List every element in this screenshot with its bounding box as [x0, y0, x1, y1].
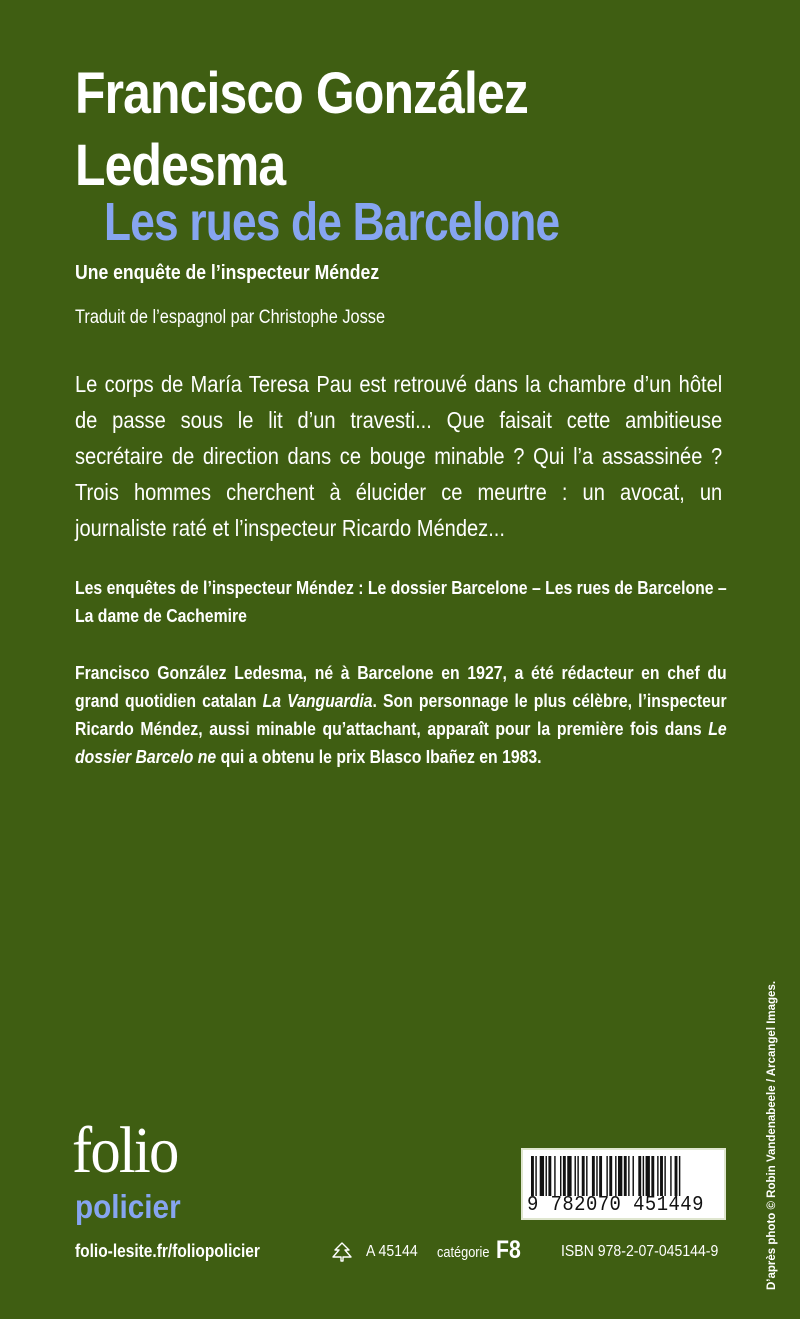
barcode-bar — [628, 1156, 629, 1196]
barcode-bars — [531, 1156, 720, 1196]
barcode-bar — [582, 1156, 585, 1196]
blurb-paragraph: Le corps de María Teresa Pau est retrouvé dans la chambre d’un hôtel de passe sous le lit d’un travesti... Que faisait cette ambitieuse secrétaire de direction dans ce bouge minable ? Qui l’a assassinée ? Trois hommes cherchent à élucider ce meurtre : un avocat, un journaliste raté et l’inspecteur Ricardo Méndez... — [75, 371, 723, 541]
barcode-bar — [679, 1156, 680, 1196]
reference-number: A 45144 — [366, 1243, 418, 1260]
barcode-bar — [540, 1156, 544, 1196]
barcode-bar — [592, 1156, 595, 1196]
barcode-bar — [606, 1156, 607, 1196]
barcode-number: 9 782070 451449 — [527, 1194, 704, 1217]
barcode-bar — [546, 1156, 547, 1196]
bio-book-title: Le dossier Barcelo ne — [75, 718, 727, 767]
category-label: catégorie — [437, 1245, 490, 1261]
barcode-bar — [563, 1156, 566, 1196]
barcode-bar — [643, 1156, 644, 1196]
folio-logo: folio — [72, 1114, 178, 1187]
barcode-bar — [660, 1156, 663, 1196]
isbn-text: ISBN 978-2-07-045144-9 — [561, 1243, 719, 1260]
barcode-bar — [596, 1156, 597, 1196]
barcode-bar — [646, 1156, 650, 1196]
author-bio — [75, 659, 727, 771]
barcode-bar — [577, 1156, 578, 1196]
barcode-bar — [535, 1156, 536, 1196]
barcode-bar — [554, 1156, 555, 1196]
barcode-bar — [651, 1156, 654, 1196]
barcode-bar — [609, 1156, 612, 1196]
barcode-bar — [531, 1156, 534, 1196]
barcode — [521, 1148, 726, 1220]
barcode-bar — [599, 1156, 602, 1196]
author-name: Francisco González Ledesma — [75, 61, 528, 198]
category-value: F8 — [496, 1236, 521, 1264]
bio-part-3: qui a obtenu le prix Blasco Ibañez en 1983. — [216, 746, 542, 767]
barcode-bar — [548, 1156, 551, 1196]
barcode-bar — [575, 1156, 576, 1196]
book-subtitle: Une enquête de l’inspecteur Méndez — [75, 262, 380, 284]
barcode-bar — [657, 1156, 658, 1196]
barcode-bar — [618, 1156, 622, 1196]
barcode-bar — [670, 1156, 671, 1196]
tree-icon — [331, 1242, 353, 1262]
barcode-bar — [664, 1156, 665, 1196]
bio-part-2: . Son personnage le plus célèbre, l’inspecteur Ricardo Méndez, aussi minable qu’attachant, apparaît pour la première fois dans — [75, 690, 727, 739]
collection-name: policier — [75, 1188, 181, 1225]
series-list: Les enquêtes de l’inspecteur Méndez : Le dossier Barcelone – Les rues de Barcelone – La dame de Cachemire — [75, 577, 727, 626]
photo-credit: D’après photo © Robin Vandenabeele / Arcangel Images. — [766, 980, 778, 1290]
barcode-bar — [586, 1156, 587, 1196]
barcode-bar — [633, 1156, 634, 1196]
bio-part-1: Francisco González Ledesma, né à Barcelone en 1927, a été rédacteur en chef du grand quotidien catalan — [75, 662, 727, 711]
translator-credit: Traduit de l’espagnol par Christophe Josse — [75, 307, 386, 328]
barcode-bar — [638, 1156, 641, 1196]
bio-newspaper: La Vanguardia — [262, 690, 373, 711]
blurb-text — [75, 366, 722, 546]
barcode-bar — [675, 1156, 678, 1196]
barcode-bar — [615, 1156, 616, 1196]
website-url: folio-lesite.fr/foliopolicier — [75, 1241, 260, 1261]
book-title: Les rues de Barcelone — [104, 192, 560, 252]
barcode-bar — [560, 1156, 561, 1196]
barcode-bar — [567, 1156, 571, 1196]
barcode-bar — [624, 1156, 627, 1196]
